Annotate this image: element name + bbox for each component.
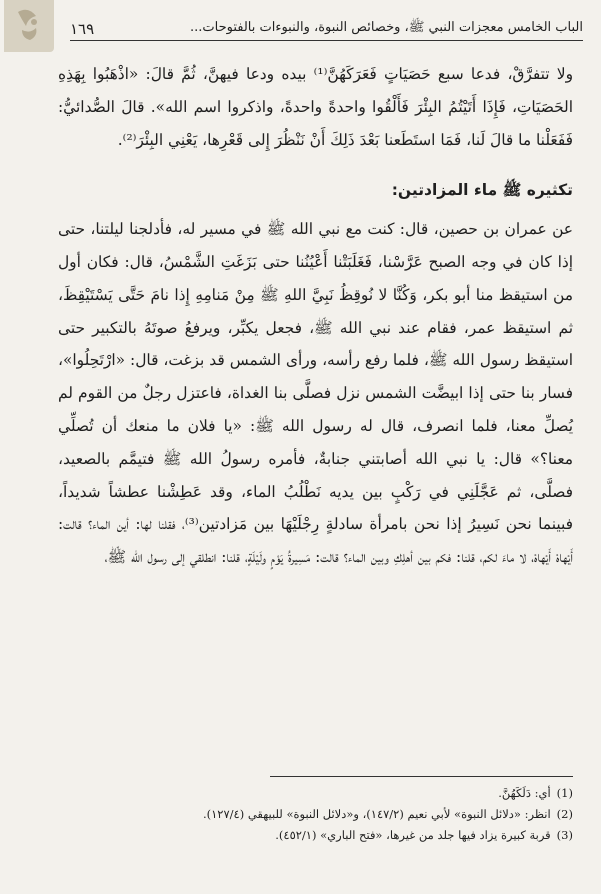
footnote-divider <box>270 776 573 777</box>
paragraph: عن عمران بن حصين، قال: كنت مع نبي الله ﷺ في مسير له، فأدلجنا ليلتنا، حتى إذا كان في وجه الصبح عَرَّسْنا، فَغَلَبَتْنا أَعْيُنُنا حتى بَزَغَتِ الشَّمْسُ، قال: فكان أول من استيقظ منا أبو بكر، وَكُنَّا لا نُوقِظُ نَبِيَّ اللهِ ﷺ مِنْ مَنامِهِ إِذا نامَ حَتَّى يَسْتَيْقِظَ، ثم استيقظ عمر، فقام عند نبي الله ﷺ، فجعل يكبِّر، ويرفعُ صوتَهُ بالتكبير حتى استيقظ رسول الله ﷺ، فلما رفع رأسه، ورأى الشمس قد بزغت، قال: «ارْتَحِلُوا»، فسار بنا حتى إذا ابيضَّت الشمس نزل فصلَّى بنا الغداة، فاعتزل رجلٌ من القوم لم يُصلِّ معنا، فلما انصرف، قال له رسول الله ﷺ: «يا فلان ما منعك أن تُصلِّي معنا؟» قال: يا نبي الله أصابتني جنابةٌ، فأمره رسولُ الله ﷺ فتيمَّم بالصعيد، فصلَّى، ثم عَجَّلَنِي في رَكْبٍ بين يديه نَطْلُبُ الماء، وقد عَطِشْنا عطشاً شديداً، فبينما نحن نَسِيرُ إذا نحن بامرأة سادلةٍ رِجْلَيْهَا بين مَزادتين⁽³⁾، فقلنا لها: أين الماء؟ قالت: أَيْهاهْ أَيْهاهْ، لا ماءَ لكم، قلنا: فكم بين أهلِكِ وبين الماء؟ قالت: مَسِيرةُ يَوْمٍ ولَيْلَةٍ، قلنا: انطلقي إلى رسول الله ﷺ، <box>58 220 573 567</box>
paragraph: ولا تتفرَّقْ، فدعا سبع حَصَيَاتٍ فَعَرَكَهُنَّ⁽¹⁾ بيده ودعا فيهنَّ، ثُمَّ قالَ: «اذْهَبُوا بِهَذِهِ الحَصَيَاتِ، فَإِذَا أَتَيْتُمُ البِئْرَ فَأَلْقُوا واحدةً واحدةً، واذكروا اسم الله». قالَ الصُّدائيُّ: فَفَعَلْنا ما قالَ لَنا، فَمَا استَطَعنا بَعْدَ ذَلِكَ أَنْ نَنْظُرَ إِلى قَعْرِها، يَعْنِي البِئْرَ⁽²⁾. <box>58 65 573 149</box>
footnote-number: (2) <box>556 807 573 821</box>
running-title: الباب الخامس معجزات النبي ﷺ، وخصائص النبوة، والنبوءات بالفتوحات... <box>189 20 583 35</box>
main-text <box>58 58 573 574</box>
footnote-number: (1) <box>556 786 573 800</box>
footnotes <box>58 783 573 846</box>
footnote-text: انظر: «دلائل النبوة» لأبي نعيم (١٤٧/٢)، و«دلائل النبوة» للبيهقي (١٢٧/٤). <box>202 807 551 821</box>
footnote <box>58 825 573 846</box>
footnote-text: قربة كبيرة يزاد فيها جلد من غيرها، «فتح الباري» (٤٥٢/١). <box>275 828 551 842</box>
page-number: ١٦٩ <box>70 20 95 38</box>
running-header <box>70 16 583 41</box>
footnote-number: (3) <box>556 828 573 842</box>
footnote <box>58 783 573 804</box>
section-heading: تكثيره ﷺ ماء المزادتين: <box>391 181 573 200</box>
footnote-text: أي: دَلَكَهُنَّ. <box>498 786 551 800</box>
corner-ornament-icon <box>4 0 54 52</box>
footnote <box>58 804 573 825</box>
